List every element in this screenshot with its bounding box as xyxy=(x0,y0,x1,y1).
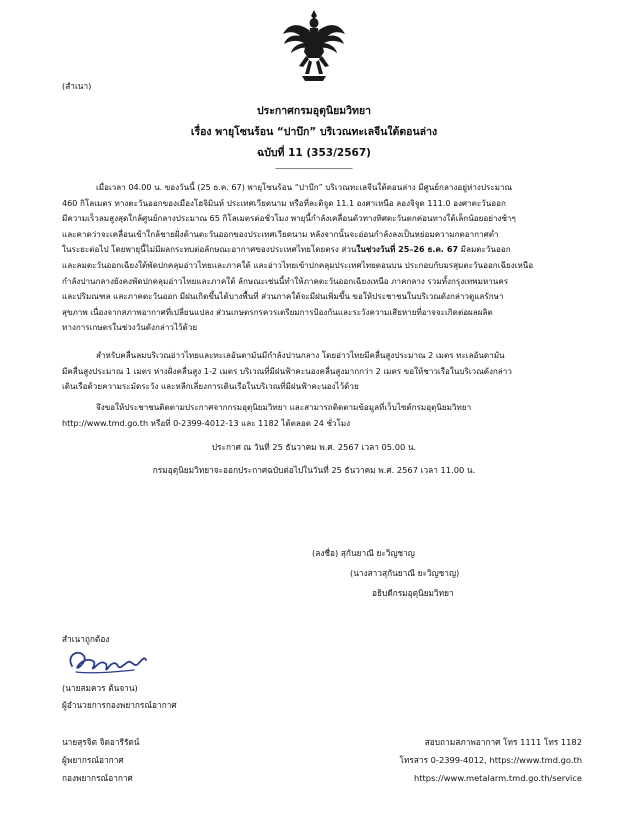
paragraph-line: กำลังปานกลางยังคงพัดปกคลุมอ่าวไทยและภาคใต้ ลักษณะเช่นนี้ทำให้ภาคตะวันออกเฉียงเหนือ ภาคกลาง รวมทั้งกรุงเทพมหานคร xyxy=(62,275,509,286)
announce-date-line: ประกาศ ณ วันที่ 25 ธันวาคม พ.ศ. 2567 เวลา 05.00 น. xyxy=(211,442,417,452)
paragraph-text: ในระยะต่อไป โดยพายุนี้ไม่มีผลกระทบต่อลักษณะอากาศของประเทศไทยโดยตรง ส่วน xyxy=(62,244,357,255)
contact-fax: โทรสาร 0-2399-4012, https://www.tmd.go.th xyxy=(399,755,582,765)
certifier-position: ผู้อำนวยการกองพยากรณ์อากาศ xyxy=(62,700,177,710)
paragraph-line: สำหรับคลื่นลมบริเวณอ่าวไทยและทะเลอันดามันมีกำลังปานกลาง โดยอ่าวไทยมีคลื่นสูงประมาณ 2 เมตร ทะเลอันดามัน xyxy=(96,350,505,360)
paragraph-line: จึงขอให้ประชาชนติดตามประกาศจากกรมอุตุนิยมวิทยา และสามารถติดตามข้อมูลที่เว็บไซต์กรมอุตุนิยมวิทยา xyxy=(96,402,472,412)
copy-label: (สำเนา) xyxy=(62,81,92,91)
next-announcement-line: กรมอุตุนิยมวิทยาจะออกประกาศฉบับต่อไปในวันที่ 25 ธันวาคม พ.ศ. 2567 เวลา 11.00 น. xyxy=(152,465,476,475)
paragraph-line: และปริมณฑล และภาคตะวันออก มีฝนเกิดขึ้นได้บางพื้นที่ ส่วนภาคใต้จะมีฝนเพิ่มขึ้น ขอให้ประชาชนในบริเวณดังกล่าวดูแลรักษา xyxy=(62,291,504,302)
paragraph-line: และคาดว่าจะเคลื่อนเข้าใกล้ชายฝั่งด้านตะวันออกของประเทศเวียดนาม หลังจากนั้นจะอ่อนกำลังลงเป็นหย่อมความกดอากาศต่ำ xyxy=(62,228,499,239)
certified-copy-label: สำเนาถูกต้อง xyxy=(62,634,110,644)
paragraph-line: 460 กิโลเมตร ทางตะวันออกของเมืองโฮจิมินห์ ประเทศเวียดนาม หรือที่ละติจูด 11.1 องศาเหนือ ลองจิจูด 111.0 องศาตะวันออก xyxy=(62,197,506,208)
forecaster-name: นายสุรจิต จิตอารีรัตน์ xyxy=(62,737,140,747)
certifier-name: (นายสมควร ต้นจาน) xyxy=(62,683,138,693)
paragraph-line: ทางการเกษตรในช่วงวันดังกล่าวไว้ด้วย xyxy=(62,322,198,333)
forecaster-role: ผู้พยากรณ์อากาศ xyxy=(62,755,124,765)
paragraph-line xyxy=(62,242,582,258)
announcement-title: ประกาศกรมอุตุนิยมวิทยา xyxy=(256,105,372,117)
forecaster-division: กองพยากรณ์อากาศ xyxy=(62,773,133,783)
paragraph-line: มีความเร็วลมสูงสุดใกล้ศูนย์กลางประมาณ 65 กิโลเมตรต่อชั่วโมง พายุนี้กำลังเคลื่อนตัวทางทิศตะวันตกค่อนทางใต้เล็กน้อยอย่างช้าๆ xyxy=(62,213,516,224)
paragraph-follow-updates xyxy=(62,400,582,431)
paragraph-line: เดินเรือด้วยความระมัดระวัง และหลีกเลี่ยงการเดินเรือในบริเวณที่มีฝนฟ้าคะนองไว้ด้วย xyxy=(62,381,359,392)
garuda-emblem xyxy=(280,8,348,84)
paragraph-line: มีคลื่นสูงประมาณ 1 เมตร ห่างฝั่งคลื่นสูง 1-2 เมตร บริเวณที่มีฝนฟ้าคะนองคลื่นสูงมากกว่า 2 เมตร ขอให้ชาวเรือในบริเวณดังกล่าว xyxy=(62,365,512,376)
paragraph-text: มีลมตะวันออก xyxy=(458,244,511,255)
paragraph-line: สุขภาพ เนื่องจากสภาพอากาศที่เปลี่ยนแปลง ส่วนเกษตรกรควรเตรียมการป้องกันและระวังความเสียหายที่อาจจะเกิดต่อผลผลิต xyxy=(62,306,493,317)
paragraph-line: และลมตะวันออกเฉียงใต้พัดปกคลุมอ่าวไทยและภาคใต้ และอ่าวไทยเข้าปกคลุมประเทศไทยตอนบน ประกอบกับมรสุมตะวันออกเฉียงเหนือ xyxy=(62,259,534,270)
handwritten-signature xyxy=(64,646,150,678)
contact-url-link[interactable] xyxy=(414,771,582,787)
paragraph-sea-conditions xyxy=(62,348,582,395)
paragraph-line: เมื่อเวลา 04.00 น. ของวันนี้ (25 ธ.ค. 67) พายุโซนร้อน “ปาบึก” บริเวณทะเลจีนใต้ตอนล่าง มีศูนย์กลางอยู่ห่างประมาณ xyxy=(96,182,513,192)
paragraph-line: http://www.tmd.go.th หรือที่ 0-2399-4012-13 และ 1182 ได้ตลอด 24 ชั่วโมง xyxy=(62,417,351,428)
announcement-issue: ฉบับที่ 11 (353/2567) xyxy=(257,147,371,159)
contact-url[interactable]: https://www.metalarm.tmd.go.th/service xyxy=(414,773,582,783)
signatory-position: อธิบดีกรมอุตุนิยมวิทยา xyxy=(372,588,454,598)
signed-line: (ลงชื่อ) สุกันยาณี ยะวิญชาญ xyxy=(312,548,415,558)
contact-phone: สอบถามสภาพอากาศ โทร 1111 โทร 1182 xyxy=(424,737,582,747)
paragraph-storm-details xyxy=(62,180,582,336)
announcement-subject: เรื่อง พายุโซนร้อน “ปาบึก” บริเวณทะเลจีนใต้ตอนล่าง xyxy=(190,126,438,138)
title-divider: ______________________ xyxy=(275,161,353,169)
signatory-name: (นางสาวสุกันยาณี ยะวิญชาญ) xyxy=(350,568,460,578)
bold-date-range: ในช่วงวันที่ 25–26 ธ.ค. 67 xyxy=(356,244,459,255)
